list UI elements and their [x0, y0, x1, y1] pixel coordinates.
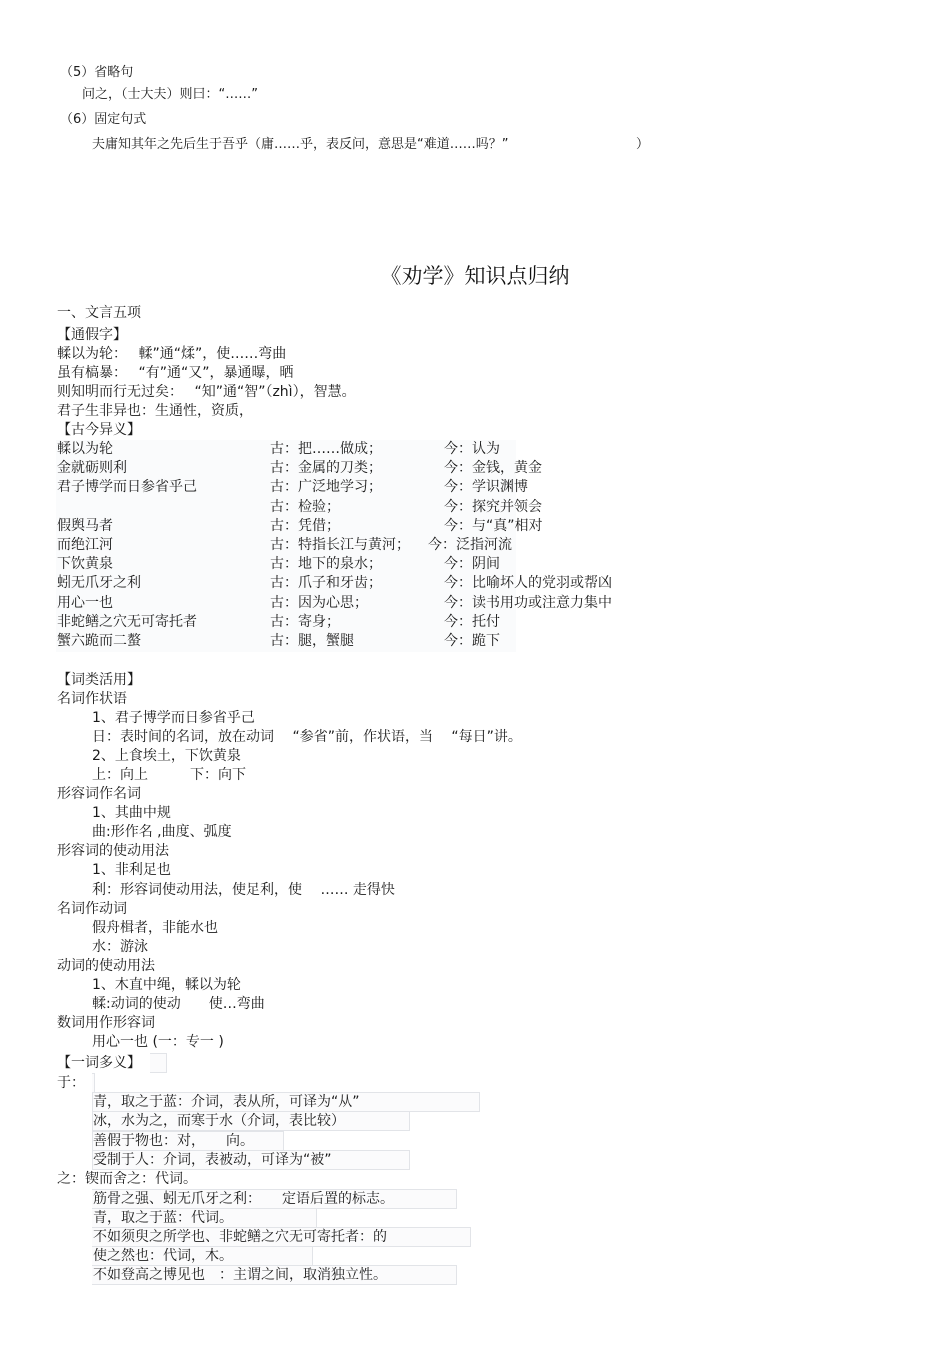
tongjia-line: 輮以为轮： 輮”通“煣”，使……弯曲	[57, 346, 287, 362]
cilei-category: 数词用作形容词	[57, 1014, 155, 1031]
gujin-jin: 今：跪下	[444, 633, 500, 649]
gujin-jin: 今：与“真”相对	[444, 517, 543, 534]
tongjia-line: 虽有槁暴： “有”通“又”，暴通曝，晒	[57, 365, 294, 381]
yu-example: 善假于物也：对， 向。	[93, 1133, 254, 1149]
cilei-example: 利：形容词使动用法，使足利，使 …… 走得快	[92, 881, 395, 898]
gujin-jin: 今：金钱，黄金	[444, 460, 542, 477]
item6-close: ）	[636, 137, 650, 152]
cell-border	[92, 1073, 95, 1093]
cilei-example: 日：表时间的名词，放在动词 “参省”前，作状语，当 “每日”讲。	[92, 729, 522, 746]
cilei-example: 用心一也 (一：专一 )	[92, 1033, 224, 1050]
item6-label: （6）固定句式	[60, 112, 147, 127]
cell-border	[150, 1053, 167, 1073]
gujin-gu: 古：腿，蟹腿	[270, 633, 354, 649]
gujin-gu: 古：特指长江与黄河；	[270, 537, 410, 553]
cilei-example: 上：向上 下：向下	[92, 767, 246, 784]
gujin-gu: 古：因为心思；	[270, 594, 368, 611]
cilei-example: 1、君子博学而日参省乎己	[92, 710, 255, 727]
cilei-example: 曲:形作名 ,曲度、弧度	[92, 824, 232, 841]
cilei-example: 1、木直中绳，輮以为轮	[92, 976, 241, 993]
yu-example: 受制于人：介词，表被动，可译为“被”	[93, 1152, 332, 1168]
cilei-category: 名词作动词	[57, 900, 127, 917]
gujin-word: 輮以为轮	[57, 441, 113, 457]
tongjia-line: 则知明而行无过矣： “知”通“智”（zhì），智慧。	[57, 384, 356, 400]
gujin-word: 蟹六跪而二螯	[57, 633, 141, 649]
cilei-header: 【词类活用】	[57, 672, 141, 688]
cilei-example: 1、非利足也	[92, 862, 171, 879]
yu-label: 于：	[57, 1075, 85, 1091]
item5-text: 问之，（士大夫）则曰：“……”	[82, 87, 258, 102]
gujin-header: 【古今异义】	[57, 422, 141, 438]
cilei-example: 1、其曲中规	[92, 805, 171, 822]
cilei-category: 名词作状语	[57, 691, 127, 707]
gujin-word: 君子博学而日参省乎己	[57, 479, 197, 496]
item5-label: （5）省略句	[60, 65, 134, 80]
gujin-word: 假舆马者	[57, 517, 113, 534]
gujin-word: 下饮黄泉	[57, 556, 113, 573]
gujin-gu: 古：广泛地学习；	[270, 479, 382, 496]
gujin-word: 金就砺则利	[57, 460, 127, 477]
cilei-example: 輮:动词的使动 使…弯曲	[92, 995, 265, 1012]
zhi-example: 不如须臾之所学也、非蛇鳝之穴无可寄托者：的	[93, 1229, 387, 1245]
cilei-category: 形容词作名词	[57, 786, 141, 803]
cilei-category: 形容词的使动用法	[57, 843, 169, 860]
gujin-jin: 今：读书用功或注意力集中	[444, 594, 612, 611]
zhi-example: 使之然也：代词，木。	[93, 1248, 233, 1264]
gujin-gu: 古：检验；	[270, 498, 340, 515]
page-title: 《劝学》知识点归纳	[380, 264, 570, 288]
gujin-word: 非蛇鳝之穴无可寄托者	[57, 613, 197, 630]
gujin-gu: 古：金属的刀类；	[270, 460, 382, 477]
gujin-gu: 古：把……做成；	[270, 441, 382, 457]
gujin-jin: 今：比喻坏人的党羽或帮凶	[444, 575, 612, 592]
yu-example: 冰，水为之，而寒于水（介词，表比较）	[93, 1113, 345, 1129]
section-heading: 一、文言五项	[57, 305, 141, 321]
zhi-example: 筋骨之强、蚓无爪牙之利： 定语后置的标志。	[93, 1191, 394, 1207]
gujin-gu: 古：寄身；	[270, 613, 340, 630]
cilei-example: 水：游泳	[92, 938, 148, 955]
gujin-word: 用心一也	[57, 594, 113, 611]
tongjia-header: 【通假字】	[57, 327, 127, 343]
gujin-jin: 今：托付	[444, 613, 500, 630]
gujin-jin: 今：认为	[444, 441, 500, 457]
item6-text: 夫庸知其年之先后生于吾乎（庸……乎，表反问，意思是“难道……吗？”	[92, 137, 509, 152]
gujin-jin: 今：学识渊博	[444, 479, 528, 496]
yu-example: 青，取之于蓝：介词，表从所，可译为“从”	[93, 1094, 360, 1110]
cilei-category: 动词的使动用法	[57, 957, 155, 974]
gujin-gu: 古：凭借；	[270, 517, 340, 534]
gujin-jin: 今：阴间	[444, 556, 500, 573]
gujin-gu: 古：地下的泉水；	[270, 556, 382, 573]
zhi-example: 不如登高之博见也 ：主谓之间，取消独立性。	[93, 1267, 387, 1283]
gujin-jin: 今：泛指河流	[428, 537, 512, 553]
gujin-jin: 今：探究并领会	[444, 498, 542, 515]
gujin-word: 而绝江河	[57, 537, 113, 553]
gujin-word: 蚓无爪牙之利	[57, 575, 141, 592]
cilei-example: 假舟楫者，非能水也	[92, 919, 218, 936]
gujin-gu: 古：爪子和牙齿；	[270, 575, 382, 592]
cilei-example: 2、上食埃土，下饮黄泉	[92, 748, 241, 765]
zhi-example: 青，取之于蓝：代词。	[93, 1210, 233, 1226]
zhi-label: 之：锲而舍之：代词。	[57, 1171, 197, 1187]
duoyi-header: 【一词多义】	[57, 1055, 141, 1071]
tongjia-line: 君子生非异也：生通性，资质，	[57, 403, 253, 419]
